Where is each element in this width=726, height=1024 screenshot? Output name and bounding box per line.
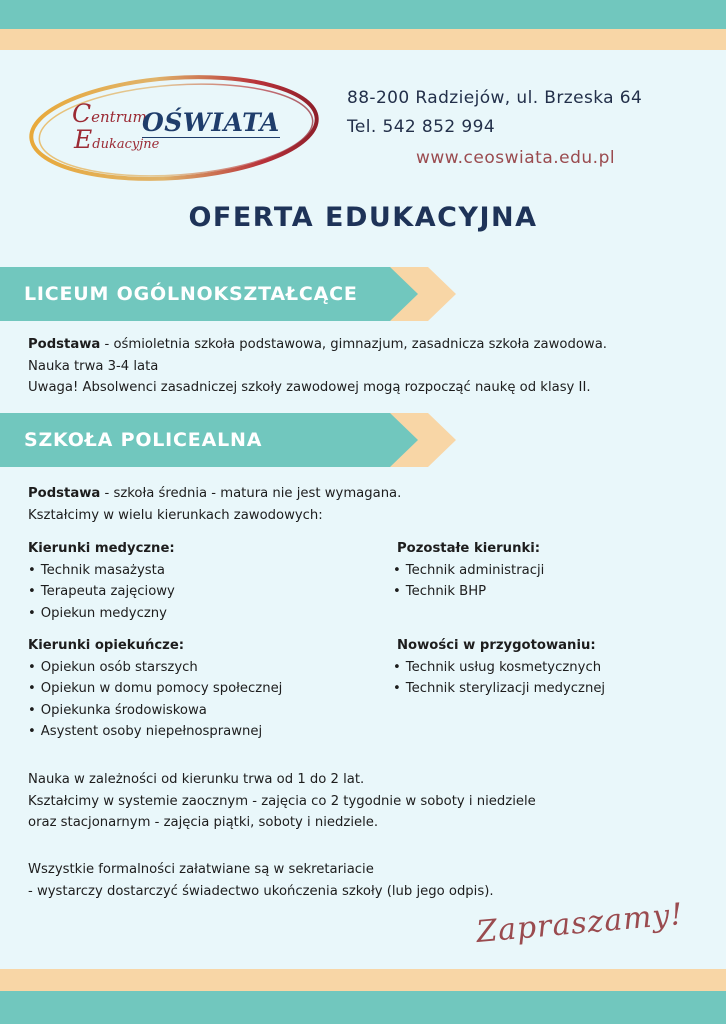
list-item: • Technik BHP (393, 581, 544, 603)
group-medical (28, 538, 175, 624)
section1-body (28, 334, 607, 399)
list-item: • Technik administracji (393, 560, 544, 582)
website-link[interactable]: www.ceoswiata.edu.pl (416, 148, 616, 168)
duration-block (28, 769, 536, 834)
formalities-block (28, 859, 494, 902)
basis-line: Podstawa - ośmioletnia szkoła podstawowa, gimnazjum, zasadnicza szkoła zawodowa. (28, 337, 607, 352)
intro-line: Kształcimy w wielu kierunkach zawodowych: (28, 507, 323, 523)
list-item: • Technik masażysta (28, 560, 175, 582)
logo-edukacyjne: Edukacyjne (74, 125, 160, 154)
basis-line: Podstawa - szkoła średnia - matura nie jest wymagana. (28, 486, 402, 501)
logo-centrum: Centrum (72, 99, 147, 128)
section2-intro (28, 483, 401, 526)
page-title: OFERTA EDUKACYJNA (188, 202, 538, 233)
logo-oswiata: OŚWIATA (142, 108, 280, 137)
duration-line: Nauka w zależności od kierunku trwa od 1 do 2 lat. (28, 772, 365, 787)
formalities-line: - wystarczy dostarczyć świadectwo ukończenia szkoły (lub jego odpis). (28, 883, 494, 899)
list-item: • Opiekun w domu pomocy społecznej (28, 678, 282, 700)
note-line: Uwaga! Absolwenci zasadniczej szkoły zawodowej mogą rozpocząć naukę od klasy II. (28, 380, 591, 395)
list-item: • Technik usług kosmetycznych (393, 657, 605, 679)
logo (26, 68, 326, 193)
list-item: • Technik sterylizacji medycznej (393, 678, 605, 700)
group-heading: Kierunki medyczne: (28, 541, 175, 556)
formalities-line: Wszystkie formalności załatwiane są w sekretariacie (28, 862, 374, 877)
duration-line: Kształcimy w systemie zaocznym - zajęcia co 2 tygodnie w soboty i niedziele (28, 793, 536, 809)
section-banner-policealna (0, 413, 460, 467)
list-item: • Opiekunka środowiskowa (28, 700, 282, 722)
list-item: • Terapeuta zajęciowy (28, 581, 175, 603)
address: 88-200 Radziejów, ul. Brzeska 64 (347, 88, 643, 108)
signature: Zapraszamy! (474, 897, 685, 950)
bottom-peach-stripe (0, 969, 726, 991)
phone[interactable]: Tel. 542 852 994 (347, 117, 496, 137)
basis-label: Podstawa (28, 337, 101, 352)
group-care (28, 635, 282, 743)
group-heading: Kierunki opiekuńcze: (28, 638, 185, 653)
section-banner-liceum (0, 267, 460, 321)
section-heading: SZKOŁA POLICEALNA (24, 429, 263, 451)
group-other (393, 538, 544, 603)
bottom-teal-stripe (0, 991, 726, 1024)
group-heading: Nowości w przygotowaniu: (397, 638, 596, 653)
duration-line: Nauka trwa 3-4 lata (28, 358, 159, 374)
basis-label: Podstawa (28, 486, 101, 501)
list-item: • Opiekun osób starszych (28, 657, 282, 679)
section-heading: LICEUM OGÓLNOKSZTAŁCĄCE (24, 283, 358, 305)
list-item: • Asystent osoby niepełnosprawnej (28, 721, 282, 743)
group-new (393, 635, 605, 700)
list-item: • Opiekun medyczny (28, 603, 175, 625)
top-peach-stripe (0, 29, 726, 50)
contact-block (347, 84, 642, 142)
duration-line: oraz stacjonarnym - zajęcia piątki, soboty i niedziele. (28, 815, 379, 830)
top-teal-stripe (0, 0, 726, 29)
group-heading: Pozostałe kierunki: (397, 541, 541, 556)
